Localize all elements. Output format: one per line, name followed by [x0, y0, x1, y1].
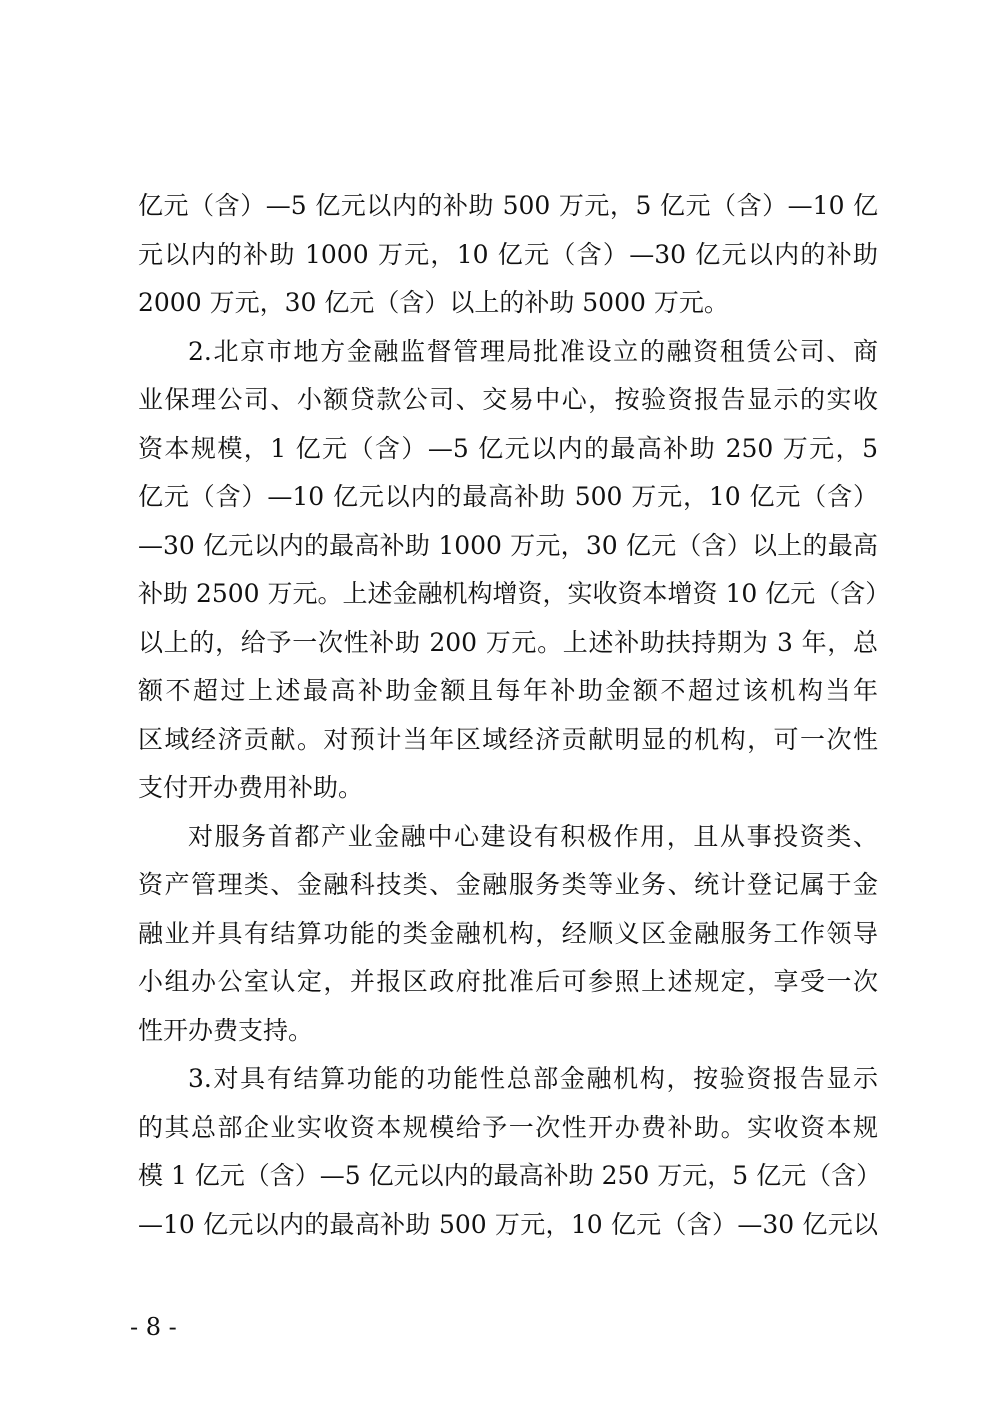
- text-line: 补助 2500 万元。上述金融机构增资，实收资本增资 10 亿元（含）: [138, 579, 891, 608]
- text-line: 元以内的补助 1000 万元，10 亿元（含）—30 亿元以内的补助: [138, 239, 878, 269]
- text-line: 资产管理类、金融科技类、金融服务类等业务、统计登记属于金: [138, 870, 878, 899]
- text-line: 模 1 亿元（含）—5 亿元以内的最高补助 250 万元，5 亿元（含）: [138, 1161, 882, 1190]
- body-text: [138, 182, 891, 1249]
- text-line: 3.对具有结算功能的功能性总部金融机构，按验资报告显示: [188, 1064, 878, 1093]
- text-line: 资本规模，1 亿元（含）—5 亿元以内的最高补助 250 万元，5: [138, 433, 878, 463]
- text-line: 2000 万元，30 亿元（含）以上的补助 5000 万元。: [138, 288, 729, 317]
- text-line: 性开办费支持。: [138, 1015, 314, 1045]
- text-line: 亿元（含）—5 亿元以内的补助 500 万元，5 亿元（含）—10 亿: [138, 191, 878, 220]
- page-number: - 8 -: [130, 1313, 177, 1341]
- text-line: 区域经济贡献。对预计当年区域经济贡献明显的机构，可一次性: [138, 724, 878, 754]
- text-line: 额不超过上述最高补助金额且每年补助金额不超过该机构当年: [138, 676, 878, 705]
- text-line: 业保理公司、小额贷款公司、交易中心，按验资报告显示的实收: [138, 385, 878, 414]
- text-line: 亿元（含）—10 亿元以内的最高补助 500 万元，10 亿元（含）: [138, 482, 878, 511]
- text-line: 对服务首都产业金融中心建设有积极作用，且从事投资类、: [188, 821, 878, 851]
- text-line: —30 亿元以内的最高补助 1000 万元，30 亿元（含）以上的最高: [138, 530, 878, 560]
- text-line: 融业并具有结算功能的类金融机构，经顺义区金融服务工作领导: [138, 918, 878, 948]
- text-line: 以上的，给予一次性补助 200 万元。上述补助扶持期为 3 年，总: [138, 627, 878, 657]
- text-line: 2.北京市地方金融监督管理局批准设立的融资租赁公司、商: [188, 336, 878, 366]
- text-line: —10 亿元以内的最高补助 500 万元，10 亿元（含）—30 亿元以: [138, 1209, 878, 1239]
- text-line: 的其总部企业实收资本规模给予一次性开办费补助。实收资本规: [138, 1112, 878, 1142]
- text-line: 支付开办费用补助。: [138, 773, 364, 802]
- text-line: 小组办公室认定，并报区政府批准后可参照上述规定，享受一次: [138, 967, 878, 996]
